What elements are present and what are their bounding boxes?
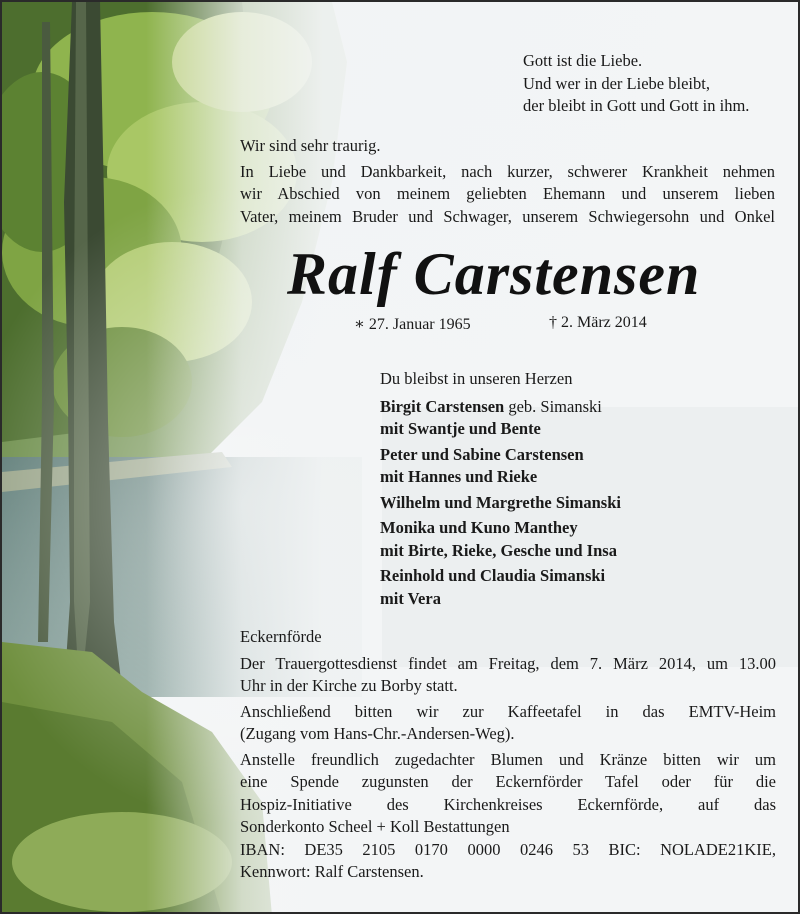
mourner-children: mit Vera	[380, 588, 441, 608]
service-paragraph	[240, 653, 776, 698]
mourner-children: mit Birte, Rieke, Gesche und Insa	[380, 540, 617, 560]
death-date: † 2. März 2014	[549, 314, 647, 331]
intro-text	[240, 135, 775, 228]
intro-line: wir Abschied von meinem geliebten Ehemann und unserem lieben	[240, 184, 775, 203]
mourner-name: Monika und Kuno Manthey	[380, 518, 578, 537]
donation-line: eine Spende zugunsten der Eckernförder Tafel oder für die	[240, 772, 776, 791]
mourner-group	[380, 492, 700, 515]
mourner-name: Wilhelm und Margrethe Simanski	[380, 492, 621, 512]
verse-line: Gott ist die Liebe.	[523, 51, 643, 70]
donation-line: Sonderkonto Scheel + Koll Bestattungen	[240, 817, 510, 836]
mourners-heading: Du bleibst in unseren Herzen	[380, 369, 573, 388]
birth-date: ∗ 27. Januar 1965	[354, 316, 471, 333]
service-line: Uhr in der Kirche zu Borby statt.	[240, 676, 458, 695]
mourners-list	[380, 368, 700, 613]
mourner-group	[380, 565, 700, 610]
mourner-group	[380, 396, 700, 441]
donation-paragraph	[240, 749, 776, 884]
keyword-line: Kennwort: Ralf Carstensen.	[240, 862, 424, 881]
mourner-name: Peter und Sabine Carstensen	[380, 444, 584, 464]
mourner-children: mit Hannes und Rieke	[380, 467, 538, 486]
intro-sad-line: Wir sind sehr traurig.	[240, 136, 381, 155]
donation-line: Hospiz-Initiative des Kirchenkreises Eckernförde, auf das	[240, 794, 776, 814]
bible-verse	[523, 50, 793, 118]
mourner-children: mit Swantje und Bente	[380, 419, 541, 438]
verse-line: Und wer in der Liebe bleibt,	[523, 73, 710, 93]
coffee-paragraph	[240, 701, 776, 746]
deceased-name: Ralf Carstensen	[287, 241, 701, 307]
verse-line: der bleibt in Gott und Gott in ihm.	[523, 96, 750, 115]
service-line: Der Trauergottesdienst findet am Freitag, dem 7. März 2014, um 13.00	[240, 653, 776, 673]
intro-line: Vater, meinem Bruder und Schwager, unserem Schwiegersohn und Onkel	[240, 206, 775, 226]
donation-line: Anstelle freundlich zugedachter Blumen und Kränze bitten wir um	[240, 749, 776, 769]
mourner-maiden-name: geb. Simanski	[504, 396, 602, 416]
mourner-group	[380, 444, 700, 489]
mourner-name: Birgit Carstensen	[380, 396, 505, 416]
intro-line: In Liebe und Dankbarkeit, nach kurzer, schwerer Krankheit nehmen	[240, 161, 775, 181]
coffee-line: (Zugang vom Hans-Chr.-Andersen-Weg).	[240, 724, 515, 743]
iban-line: IBAN: DE35 2105 0170 0000 0246 53 BIC: NOLADE21KIE,	[240, 839, 776, 859]
place-name: Eckernförde	[240, 627, 322, 646]
mourner-name: Reinhold und Claudia Simanski	[380, 566, 606, 585]
coffee-line: Anschließend bitten wir zur Kaffeetafel in das EMTV-Heim	[240, 701, 776, 721]
mourner-group	[380, 517, 700, 562]
service-info	[240, 626, 776, 884]
